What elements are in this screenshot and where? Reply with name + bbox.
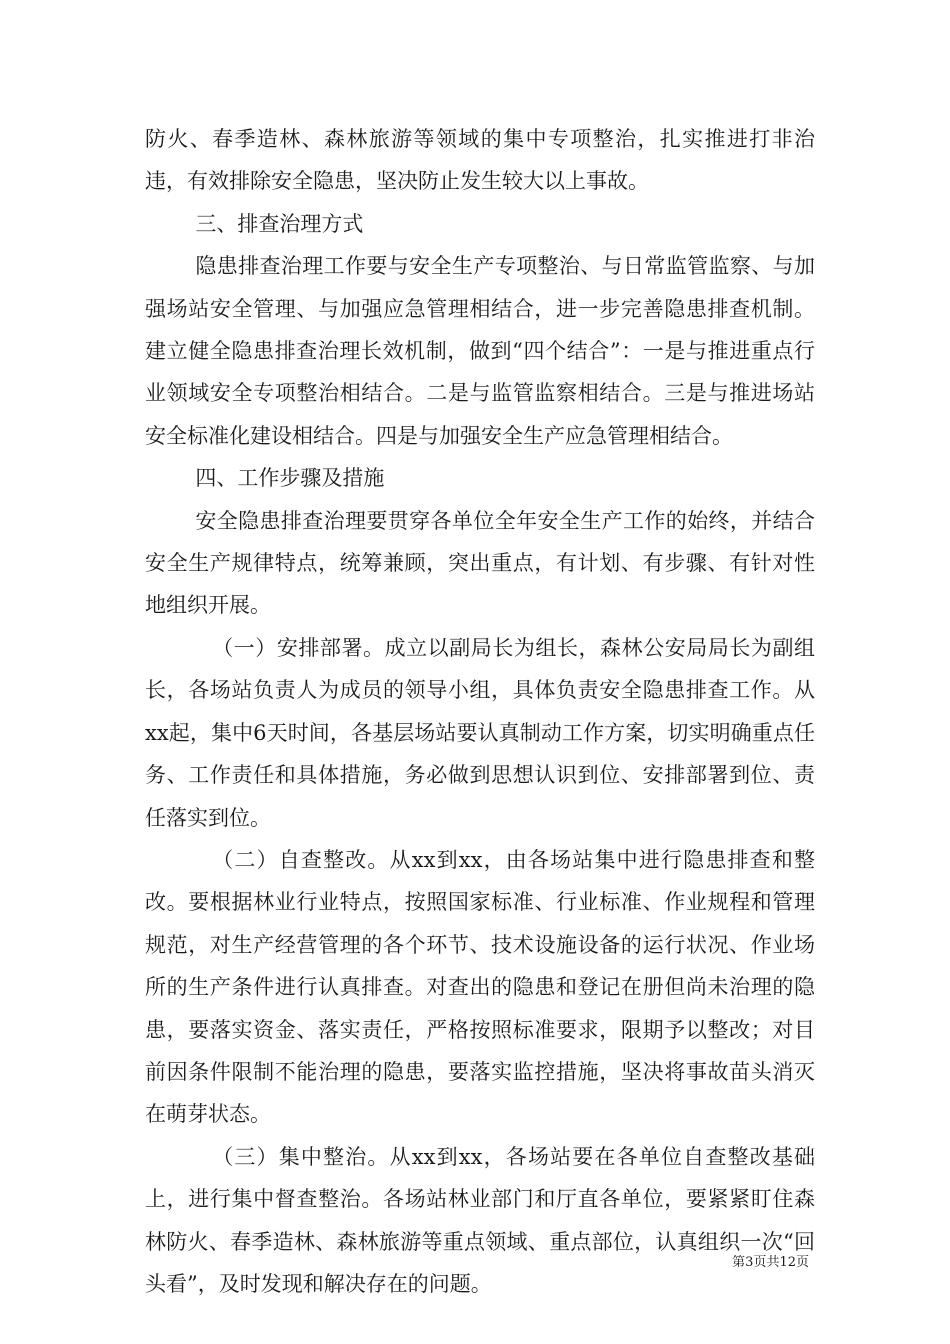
paragraph-inspection-methods: 隐患排查治理工作要与安全生产专项整治、与日常监管监察、与加强场站安全管理、与加强应急管理相结合，进一步完善隐患排查机制。建立健全隐患排查治理长效机制，做到“四个结合”：一是与推进重点行业领域安全专项整治相结合。二是与监管监察相结合。三是与推进场站安全标准化建设相结合。四是与加强安全生产应急管理相结合。 (145, 254, 815, 448)
paragraph-work-steps-intro: 安全隐患排查治理要贯穿各单位全年安全生产工作的始终，并结合安全生产规律特点，统筹兼顾，突出重点，有计划、有步骤、有针对性地组织开展。 (145, 508, 815, 618)
paragraph-step-2-self-inspection: （二）自查整改。从xx到xx，由各场站集中进行隐患排查和整改。要根据林业行业特点，按照国家标准、行业标准、作业规程和管理规范，对生产经营管理的各个环节、技术设施设备的运行状况、作业场所的生产条件进行认真排查。对查出的隐患和登记在册但尚未治理的隐患，要落实资金、落实责任，严格按照标准要求，限期予以整改；对目前因条件限制不能治理的隐患，要落实监控措施，坚决将事故苗头消灭在萌芽状态。 (145, 847, 815, 1127)
paragraph-step-3-centralized-rectification: （三）集中整治。从xx到xx，各场站要在各单位自查整改基础上，进行集中督查整治。各场站林业部门和厅直各单位，要紧紧盯住森林防火、春季造林、森林旅游等重点领域、重点部位，认真组织一次“回头看”，及时发现和解决存在的问题。 (145, 1144, 815, 1296)
page-number-footer: 第3页共12页 (732, 1255, 809, 1270)
document-body (145, 118, 815, 1305)
section-heading-3: 三、排查治理方式 (195, 211, 364, 236)
paragraph-step-1-deployment: （一）安排部署。成立以副局长为组长，森林公安局局长为副组长，各场站负责人为成员的领导小组，具体负责安全隐患排查工作。从xx起，集中6天时间，各基层场站要认真制动工作方案，切实明确重点任务、工作责任和具体措施，务必做到思想认识到位、安排部署到位、责任落实到位。 (145, 635, 815, 830)
paragraph-continuation: 防火、春季造林、森林旅游等领域的集中专项整治，扎实推进打非治违，有效排除安全隐患，坚决防止发生较大以上事故。 (145, 127, 815, 194)
section-heading-4: 四、工作步骤及措施 (195, 466, 385, 491)
